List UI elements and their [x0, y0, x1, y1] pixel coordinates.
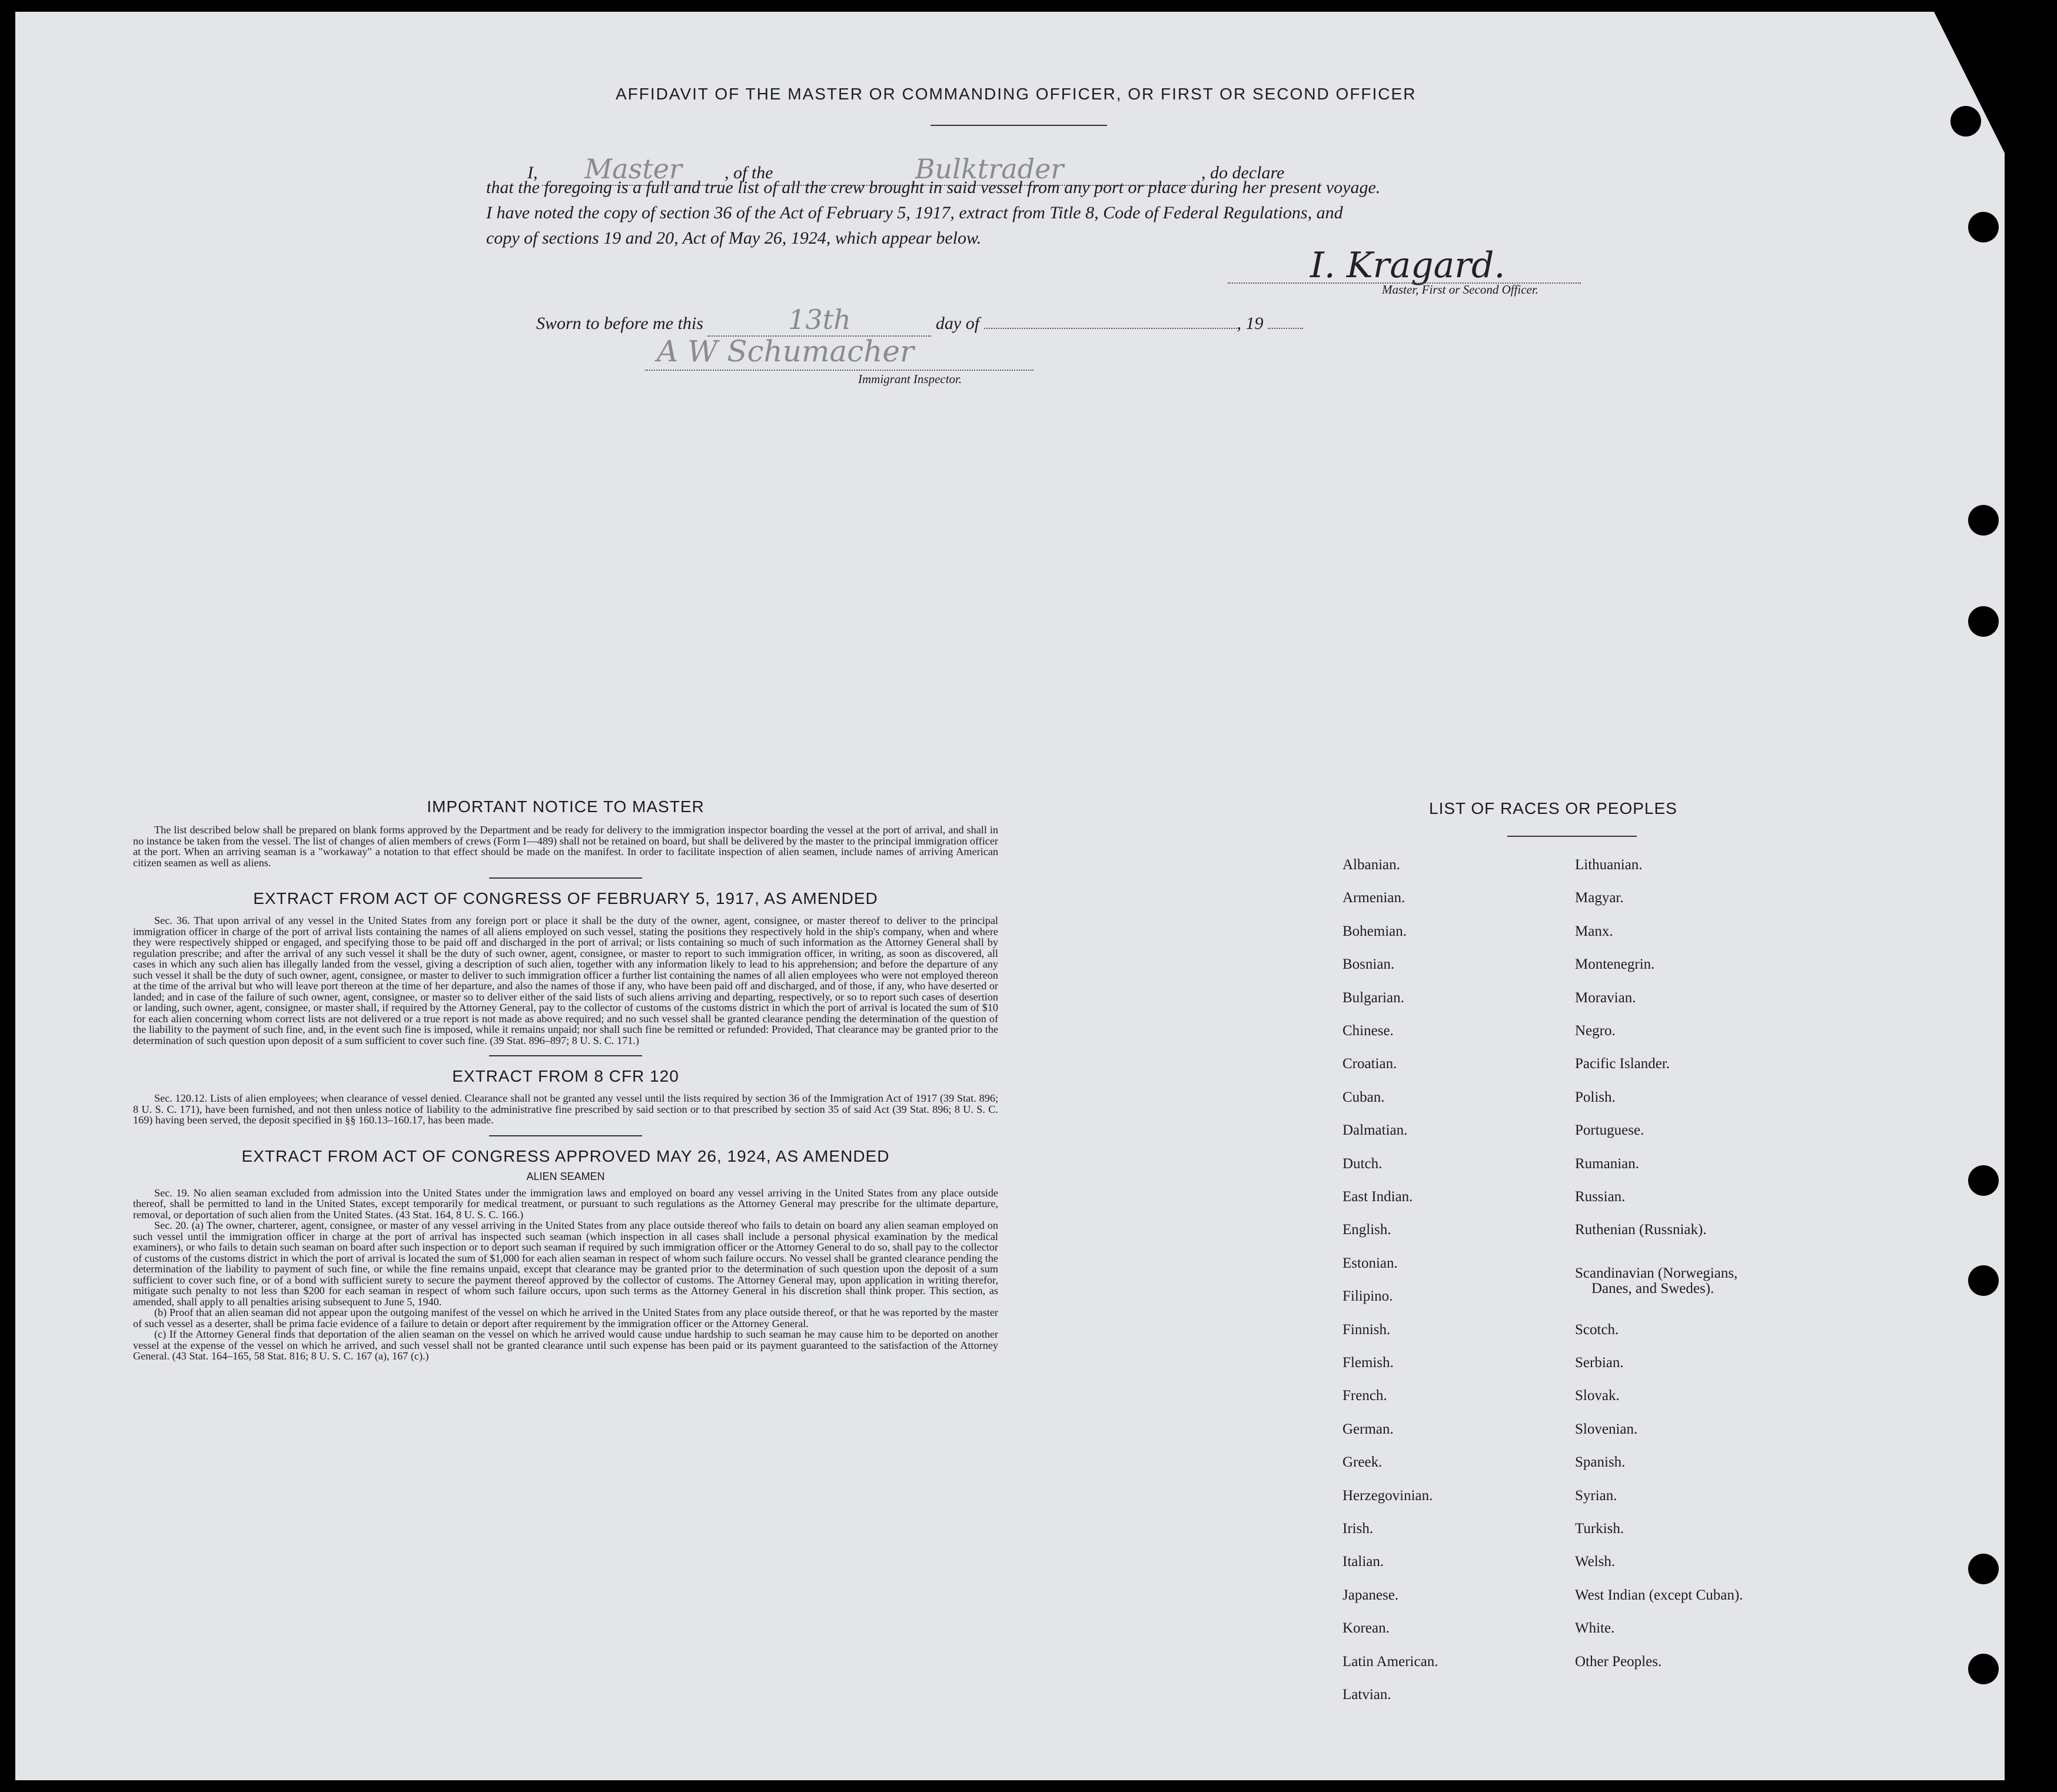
text: , of the — [725, 163, 773, 182]
signature-caption: Master, First or Second Officer. — [1382, 282, 1538, 297]
race-entry: Polish. — [1575, 1089, 1616, 1105]
divider — [489, 1055, 642, 1056]
race-entry: Herzegovinian. — [1342, 1487, 1433, 1504]
binder-hole — [1968, 606, 1999, 637]
race-entry: Italian. — [1342, 1554, 1384, 1570]
extract-1917-title: EXTRACT FROM ACT OF CONGRESS OF FEBRUARY 5, 1917, AS AMENDED — [253, 889, 878, 907]
race-entry: Cuban. — [1342, 1089, 1385, 1105]
race-entry: Scotch. — [1575, 1321, 1619, 1338]
text: Sworn to before me this — [536, 314, 703, 333]
sworn-line — [536, 304, 1303, 337]
race-entry: Magyar. — [1575, 890, 1624, 906]
race-entry: Serbian. — [1575, 1355, 1624, 1371]
text: I, — [527, 163, 538, 182]
race-entry: Other Peoples. — [1575, 1653, 1662, 1670]
section-19-paragraph: Sec. 19. No alien seaman excluded from admission into the United States under the immigration laws and employed on board any vessel arriving in the United States from any place outside thereof, shall be permitted to land in the United States, except temporarily for medical treatment, or pursuant to such regulations as the Attorney General may prescribe for the ultimate departure, removal, or deportation of such alien from the United States. (43 Stat. 164, 8 U. S. C. 166.) — [133, 1186, 998, 1221]
handwritten-day: 13th — [788, 304, 851, 335]
race-entry: White. — [1575, 1620, 1615, 1637]
race-entry: Korean. — [1342, 1620, 1390, 1637]
race-entry: Welsh. — [1575, 1554, 1616, 1570]
race-entry: Greek. — [1342, 1454, 1383, 1471]
race-entry: Danes, and Swedes). — [1591, 1280, 1714, 1296]
race-entry: Estonian. — [1342, 1255, 1398, 1271]
race-entry: Filipino. — [1342, 1288, 1393, 1305]
race-entry: Montenegrin. — [1575, 956, 1655, 973]
extract-1924-text — [133, 1188, 998, 1362]
section-120-paragraph: Sec. 120.12. Lists of alien employees; when clearance of vessel denied. Clearance shall not be granted any vessel until the lists required by section 36 of the Immigration Act of 1917 (39 Stat. 896; 8 U. S. C. 171), have been furnished, and not then unless notice of liability to the administrative fine prescribed by said section or to that prescribed by section 35 of said Act (39 Stat. 896; 8 U. S. C. 169) having been served, the deposit specified in §§ 160.13–160.17, has been made. — [133, 1092, 998, 1126]
notice-text — [133, 824, 998, 868]
race-entry: West Indian (except Cuban). — [1575, 1587, 1743, 1603]
race-entry: Finnish. — [1342, 1321, 1391, 1338]
race-entry: Syrian. — [1575, 1487, 1617, 1504]
blank-year — [1268, 328, 1303, 329]
affidavit-line: that the foregoing is a full and true list of all the crew brought in said vessel from any port or place during her present voyage. — [486, 178, 1381, 197]
affidavit-line: I have noted the copy of section 36 of the Act of February 5, 1917, extract from Title 8, Code of Federal Regulations, and — [486, 203, 1343, 222]
race-entry: Portuguese. — [1575, 1122, 1644, 1139]
race-entry: Ruthenian (Russniak). — [1575, 1222, 1707, 1238]
race-entry: Moravian. — [1575, 989, 1636, 1006]
inspector-caption: Immigrant Inspector. — [858, 372, 962, 386]
binder-hole — [1968, 1165, 1999, 1196]
race-entry: East Indian. — [1342, 1189, 1413, 1205]
race-entry: Dalmatian. — [1342, 1122, 1408, 1139]
race-entry: Slovenian. — [1575, 1421, 1638, 1437]
race-entry: Scandinavian (Norwegians, — [1575, 1265, 1738, 1281]
race-entry: German. — [1342, 1421, 1394, 1437]
extract-cfr-title: EXTRACT FROM 8 CFR 120 — [452, 1067, 679, 1085]
race-entry: Latvian. — [1342, 1687, 1391, 1703]
race-entry: Spanish. — [1575, 1454, 1626, 1471]
race-entry: Croatian. — [1342, 1056, 1397, 1072]
text: , do declare — [1201, 163, 1285, 182]
race-entry: English. — [1342, 1222, 1391, 1238]
race-entry: Russian. — [1575, 1189, 1626, 1205]
race-entry: Bulgarian. — [1342, 989, 1404, 1006]
handwritten-vessel: Bulktrader — [915, 153, 1064, 185]
divider — [1507, 836, 1637, 837]
document-page — [15, 12, 2005, 1780]
notice-title: IMPORTANT NOTICE TO MASTER — [427, 797, 705, 816]
extract-1924-title: EXTRACT FROM ACT OF CONGRESS APPROVED MAY 26, 1924, AS AMENDED — [241, 1146, 890, 1165]
race-entry: Turkish. — [1575, 1521, 1624, 1537]
inspector-signature-line — [645, 346, 1034, 371]
races-title: LIST OF RACES OR PEOPLES — [1429, 799, 1677, 817]
race-entry: Armenian. — [1342, 890, 1405, 906]
divider — [931, 125, 1107, 126]
section-36-paragraph: Sec. 36. That upon arrival of any vessel in the United States from any foreign port or place it shall be the duty of the owner, agent, consignee, or master thereof to deliver to the principal immigration officer in charge of the port of arrival lists containing the names of all aliens employed on such vessel, stating the positions they respectively hold in the ship's company, when and where they were respectively shipped or engaged, and specifying those to be paid off and discharged in the port of arrival; or lists containing so much of such information as the Attorney General shall by regulation prescribe; and after the arrival of any such vessel it shall be the duty of such owner, agent, consignee, or master to report to such immigration officer, in writing, as soon as discovered, all cases in which any such alien has illegally landed from the vessel, giving a description of such alien, together with any information likely to lead to his apprehension; and before the departure of any such vessel it shall be the duty of such owner, agent, consignee, or master to deliver to such immigration officer a further list containing the names of all alien employees who were not employed thereon at the time of the arrival but who will leave port thereon at the time of her departure, and also the names of those if any, who have been paid off and discharged, and of those, if any, who have deserted or landed; and in case of the failure of such owner, agent, consignee, or master so to deliver either of the said lists of such aliens arriving and departing, respectively, or so to report such cases of desertion or landing, such owner, agent, consignee, or master shall, if required by the Attorney General, pay to the collector of customs of the customs district in which the port of arrival is located the sum of $10 for each alien concerning whom correct lists are not delivered or a true report is not made as above required; and no such vessel shall be granted clearance pending the determination of the question of the liability to the payment of such fine, and, in the event such fine is imposed, while it remains unpaid; nor shall such fine be remitted or refunded: Provided, That clearance may be granted prior to the determination of such question upon deposit of a sum sufficient to cover such fine. (39 Stat. 896–897; 8 U. S. C. 171.) — [133, 915, 998, 1046]
race-entry: Slovak. — [1575, 1388, 1620, 1404]
race-entry: Lithuanian. — [1575, 857, 1643, 873]
master-signature: I. Kragard. — [1310, 245, 1506, 286]
race-entry: Flemish. — [1342, 1355, 1394, 1371]
divider — [489, 877, 642, 879]
race-entry: Rumanian. — [1575, 1155, 1640, 1172]
section-20a-paragraph: Sec. 20. (a) The owner, charterer, agent, consignee, or master of any vessel arriving in the United States from any place outside thereof who fails to detain on board any alien seaman employed on such vessel until the immigration officer in charge at the port of arrival has inspected such seaman (which inspection in all cases shall include a personal physical examination by the medical examiners), or who fails to detain such seaman on board after such inspection or to deport such seaman if required by such immigration officer or the Attorney General to do so, shall pay to the collector of customs of the customs district in which the port of arrival is located the sum of $1,000 for each alien seaman in respect of whom such failure occurs. No vessel shall be granted clearance pending the determination of the liability to payment of such fine, or while the fine remains unpaid, except that clearance may be granted prior to the determination of such question upon the deposit of a sum sufficient to cover such fine, or of a bond with sufficient surety to secure the payment thereof approved by the collector of customs. The Attorney General may, upon application in writing therefor, mitigate such penalty to not less than $200 for each seaman in respect of whom such failure occurs, upon such terms as the Attorney General in his discretion shall think proper. This section, as amended, shall apply to all penalties arising subsequent to June 5, 1940. — [133, 1219, 998, 1308]
notice-column — [133, 797, 998, 1362]
text: , 19 — [1237, 314, 1264, 333]
binder-hole — [1968, 1554, 1999, 1584]
affidavit-title: AFFIDAVIT OF THE MASTER OR COMMANDING OFFICER, OR FIRST OR SECOND OFFICER — [616, 85, 1417, 103]
blank-month — [984, 328, 1237, 329]
text: day of — [935, 314, 980, 333]
race-entry: Albanian. — [1342, 857, 1400, 873]
blank-day — [707, 304, 931, 337]
section-20c-paragraph: (c) If the Attorney General finds that deportation of the alien seaman on the vessel on which he arrived would cause undue hardship to such seaman he may cause him to be deported on another vessel at the expense of the vessel on which he arrived, and such vessel shall not be granted clearance until such expense has been paid or its payment guaranteed to the satisfaction of the Attorney General. (43 Stat. 164–165, 58 Stat. 816; 8 U. S. C. 167 (a), 167 (c).) — [133, 1328, 998, 1362]
race-entry: Negro. — [1575, 1023, 1616, 1039]
race-entry: Manx. — [1575, 923, 1613, 939]
race-entry: French. — [1342, 1388, 1387, 1404]
extract-cfr-text — [133, 1093, 998, 1126]
extract-1917-text — [133, 915, 998, 1046]
race-entry: Chinese. — [1342, 1023, 1394, 1039]
race-entry: Bohemian. — [1342, 923, 1407, 939]
binder-hole — [1968, 1265, 1999, 1296]
binder-hole — [1968, 212, 1999, 242]
affidavit-line: copy of sections 19 and 20, Act of May 26, 1924, which appear below. — [486, 228, 982, 248]
section-20b-paragraph: (b) Proof that an alien seaman did not appear upon the outgoing manifest of the vessel on which he arrived in the United States from any place outside thereof, or that he was reported by the master of such vessel as a deserter, shall be prima facie evidence of a failure to detain or deport after requirement by the immigration officer or the Attorney General. — [133, 1306, 998, 1329]
inspector-signature: A W Schumacher — [657, 334, 914, 368]
notice-paragraph: The list described below shall be prepared on blank forms approved by the Department and be ready for delivery to the immigration inspector boarding the vessel at the port of arrival, and shall in no instance be taken from the vessel. The list of changes of alien members of crews (Form I—489) shall not be retained on board, but shall be delivered by the master to the principal immigration officer at the port. When an arriving seaman is a "workaway" a notation to that effect should be made on the manifest. In order to facilitate inspection of alien seamen, include names of arriving American citizen seamen as well as aliens. — [133, 824, 998, 869]
divider — [489, 1135, 642, 1136]
binder-hole — [1968, 1654, 1999, 1684]
race-entry: Irish. — [1342, 1521, 1374, 1537]
binder-hole — [1968, 505, 1999, 536]
race-entry: Japanese. — [1342, 1587, 1399, 1603]
race-entry: Dutch. — [1342, 1155, 1383, 1172]
race-entry: Pacific Islander. — [1575, 1056, 1670, 1072]
alien-seamen-subtitle: ALIEN SEAMEN — [526, 1170, 605, 1182]
handwritten-position: Master — [584, 153, 682, 185]
signature-line — [1228, 259, 1581, 284]
race-entry: Bosnian. — [1342, 956, 1395, 973]
race-entry: Latin American. — [1342, 1653, 1438, 1670]
binder-hole — [1950, 106, 1981, 137]
